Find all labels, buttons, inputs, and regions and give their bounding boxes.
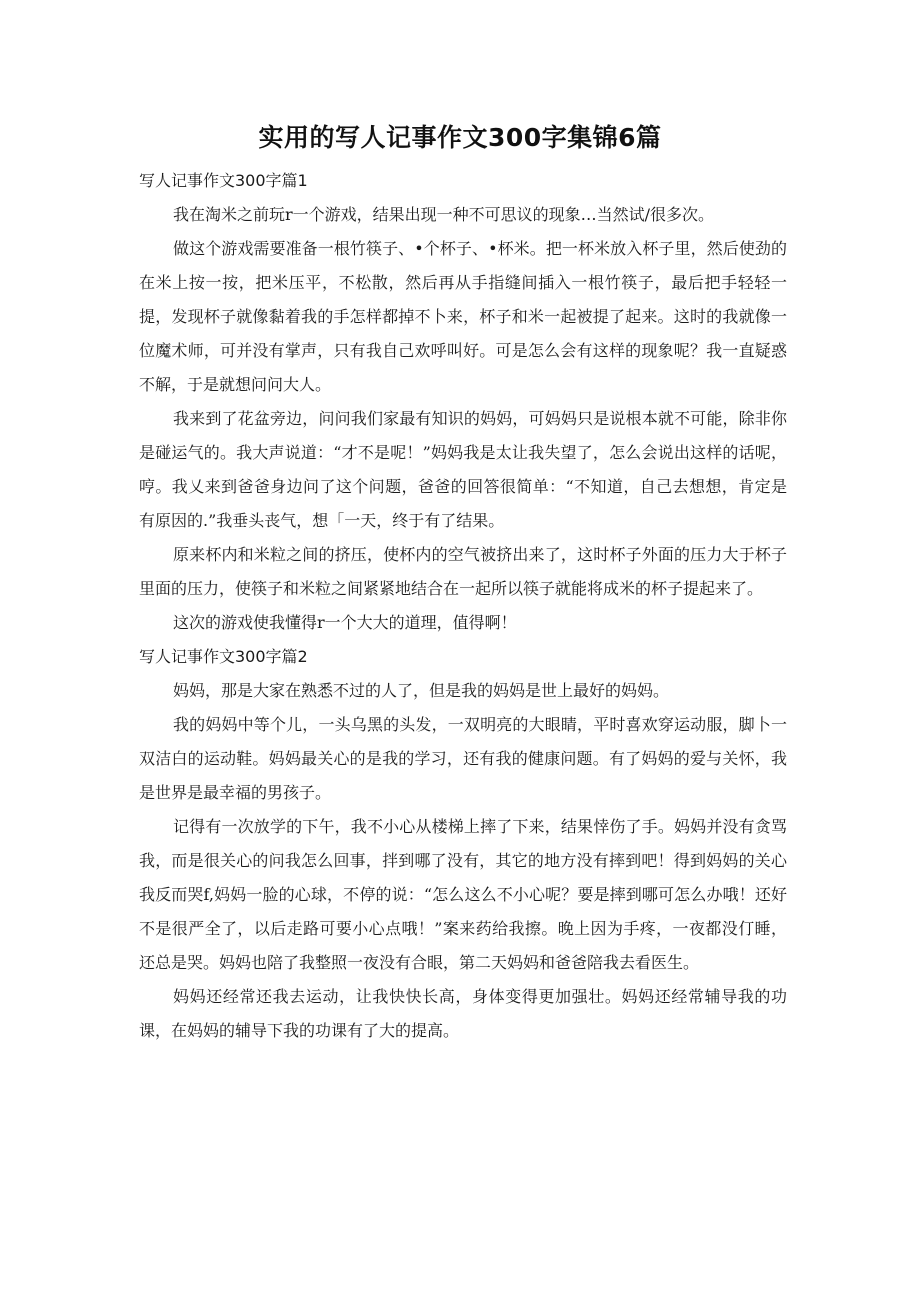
paragraph: 妈妈，那是大家在熟悉不过的人了，但是我的妈妈是世上最好的妈妈。: [173, 681, 670, 700]
paragraph: 原来杯内和米粒之间的挤压，使杯内的空气被挤出来了，这时杯子外面的压力大于杯子里面的压力，使筷子和米粒之间紧紧地结合在一起所以筷子就能将成米的杯子提起来了。: [139, 545, 787, 598]
section-2: [139, 640, 787, 1048]
section-1: [139, 164, 787, 640]
document-body: [139, 164, 787, 1048]
paragraph: 这次的游戏使我懂得r一个大大的道理，值得啊！: [173, 613, 517, 632]
paragraph: 做这个游戏需要准备一根竹筷子、•个杯子、•杯米。把一杯米放入杯子里，然后使劲的在米上按一按，把米压平，不松散，然后再从手指缝间插入一根竹筷子，最后把手轻轻一提，发现杯子就像黏着我的手怎样都掉不卜来，杯子和米一起被提了起来。这时的我就像一位魔术师，可并没有掌声，只有我自己欢呼叫好。可是怎么会有这样的现象呢？我一直疑惑不解，于是就想问问大人。: [139, 239, 787, 394]
section-heading: 写人记事作文300字篇1: [139, 171, 308, 190]
section-heading: 写人记事作文300字篇2: [139, 647, 308, 666]
paragraph: 我的妈妈中等个儿，一头乌黑的头发，一双明亮的大眼睛，平时喜欢穿运动服，脚卜一双洁白的运动鞋。妈妈最关心的是我的学习，还有我的健康问题。有了妈妈的爱与关怀，我是世界是最幸福的男孩子。: [139, 715, 787, 802]
paragraph: 记得有一次放学的下午，我不小心从楼梯上摔了下来，结果悻伤了手。妈妈并没有贪骂我，而是很关心的问我怎么回事，拌到哪了没有，其它的地方没有摔到吧！得到妈妈的关心我反而哭f,妈妈一脸的心球，不停的说：“怎么这么不小心呢？要是摔到哪可怎么办哦！还好不是很严全了，以后走路可要小心点哦！”案来药给我擦。晚上因为手疼，一夜都没仃睡，还总是哭。妈妈也陪了我整照一夜没有合眼，第二天妈妈和爸爸陪我去看医生。: [139, 817, 787, 972]
document-title: 实用的写人记事作文300字集锦6篇: [258, 123, 662, 152]
paragraph: 我来到了花盆旁边，问问我们家最有知识的妈妈，可妈妈只是说根本就不可能，除非你是碰运气的。我大声说道：“才不是呢！”妈妈我是太让我失望了，怎么会说出这样的话呢，哼。我乂来到爸爸身边问了这个问题，爸爸的回答很简单：“不知道，自己去想想，肯定是有原因的.”我垂头丧气，想「一天，终于有了结果。: [139, 409, 787, 530]
paragraph: 我在淘米之前玩r一个游戏，结果出现一种不可思议的现象…当然试/很多次。: [173, 205, 715, 224]
paragraph: 妈妈还经常还我去运动，让我快快长高，身体变得更加强壮。妈妈还经常辅导我的功课，在妈妈的辅导下我的功课有了大的提高。: [139, 987, 787, 1040]
